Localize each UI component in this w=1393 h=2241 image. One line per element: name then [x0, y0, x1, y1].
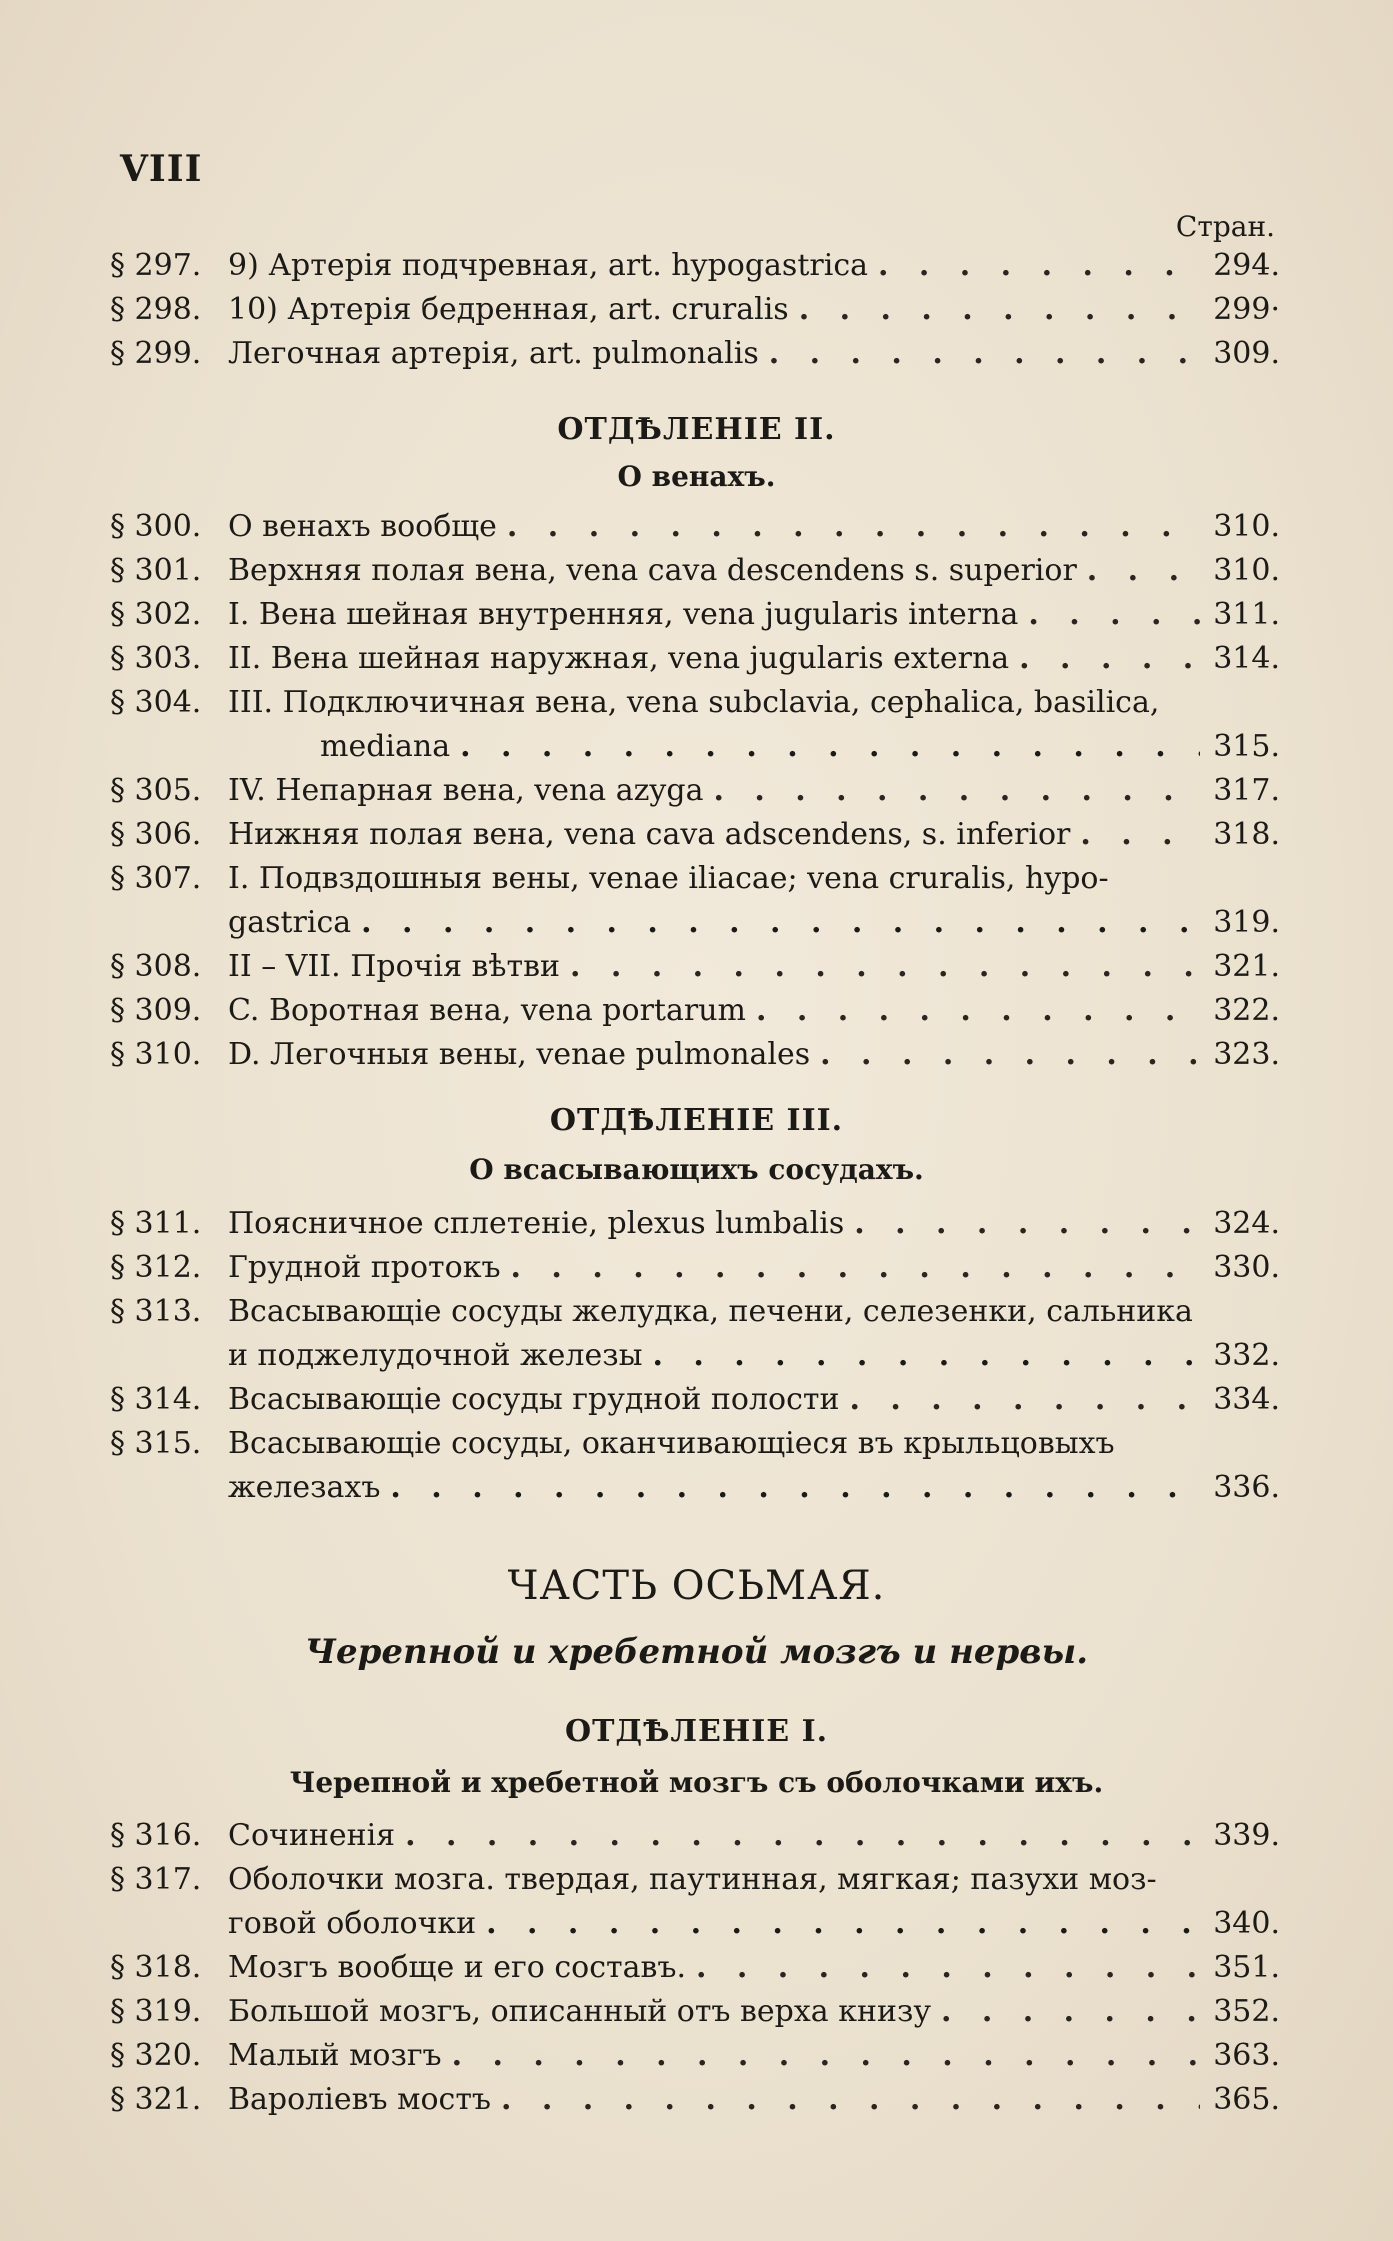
leader-dots [460, 725, 1200, 769]
toc-entry [110, 637, 1280, 681]
section-number: § 306. [110, 817, 202, 852]
page-ref: 294. [1213, 248, 1280, 283]
toc-entry [110, 1378, 1280, 1422]
section-number: § 310. [110, 1037, 202, 1072]
leader-dots [713, 769, 1200, 813]
section-number: § 319. [110, 1994, 202, 2029]
page-ref: 336. [1213, 1470, 1280, 1505]
page-column-header: Стран. [1175, 210, 1275, 243]
toc-entry-first-line [110, 1422, 1280, 1466]
toc-entry-continuation [110, 725, 1280, 769]
entry-title: 10) Артерія бедренная, art. cruralis [228, 292, 789, 327]
toc-entry-first-line [110, 681, 1280, 725]
toc-entry-first-line [110, 857, 1280, 901]
leader-dots [756, 989, 1200, 1033]
entry-title: Всасывающіе сосуды, оканчивающіеся въ крыльцовыхъ [228, 1426, 1115, 1461]
section-number: § 299. [110, 336, 202, 371]
section-number: § 318. [110, 1950, 202, 1985]
section-number: § 304. [110, 685, 202, 720]
page-ref: 310. [1213, 553, 1280, 588]
entry-title: IV. Непарная вена, vena azyga [228, 773, 704, 808]
toc-block-brain [110, 1814, 1280, 2122]
section-number: § 309. [110, 993, 202, 1028]
page-ref: 340. [1213, 1906, 1280, 1941]
entry-title-continued: mediana [320, 729, 451, 764]
leader-dots [1087, 549, 1200, 593]
entry-title: Сочиненія [228, 1818, 396, 1853]
division-subheading: Черепной и хребетной мозгъ съ оболочками ихъ. [289, 1766, 1104, 1799]
toc-entry-continuation [110, 1902, 1280, 1946]
toc-entry [110, 288, 1280, 332]
entry-title: Легочная артерія, art. pulmonalis [228, 336, 759, 371]
section-number: § 311. [110, 1206, 202, 1241]
page-ref: 351. [1213, 1950, 1280, 1985]
entry-title: Всасывающіе сосуды грудной полости [228, 1382, 840, 1417]
leader-dots [390, 1466, 1200, 1510]
leader-dots [696, 1946, 1200, 1990]
entry-title: Малый мозгъ [228, 2038, 442, 2073]
leader-dots [452, 2034, 1200, 2078]
section-number: § 302. [110, 597, 202, 632]
page-ref: 332. [1213, 1338, 1280, 1373]
leader-dots [486, 1902, 1200, 1946]
leader-dots [820, 1033, 1200, 1077]
part-subtitle: Черепной и хребетной мозгъ и нервы. [304, 1632, 1089, 1672]
page-ref: 330. [1213, 1250, 1280, 1285]
leader-dots [1028, 593, 1200, 637]
entry-title: III. Подключичная вена, vena subclavia, cephalica, basilica, [228, 685, 1160, 720]
toc-block-lymphatics [110, 1202, 1280, 1510]
toc-block-arteries [110, 244, 1280, 376]
entry-title-continued: говой оболочки [228, 1906, 477, 1941]
toc-entry [110, 2078, 1280, 2122]
division-heading: ОТДѢЛЕНІЕ I. [564, 1714, 829, 1749]
toc-entry-continuation [110, 1466, 1280, 1510]
entry-title: Верхняя полая вена, vena cava descendens s. superior [228, 553, 1077, 588]
section-number: § 313. [110, 1294, 202, 1329]
entry-title: Большой мозгъ, описанный отъ верха книзу [228, 1994, 931, 2029]
entry-title: Оболочки мозга. твердая, паутинная, мягкая; пазухи моз- [228, 1862, 1157, 1897]
toc-entry-continuation [110, 901, 1280, 945]
section-number: § 298. [110, 292, 202, 327]
section-number: § 305. [110, 773, 202, 808]
leader-dots [941, 1990, 1200, 2034]
leader-dots [849, 1378, 1200, 1422]
section-number: § 321. [110, 2082, 202, 2117]
section-number: § 303. [110, 641, 202, 676]
toc-entry [110, 989, 1280, 1033]
section-number: § 317. [110, 1862, 202, 1897]
page-ref: 323. [1213, 1037, 1280, 1072]
toc-entry [110, 1814, 1280, 1858]
section-number: § 301. [110, 553, 202, 588]
page-ref: 311. [1213, 597, 1280, 632]
toc-entry-continuation [110, 1334, 1280, 1378]
page-ref: 317. [1213, 773, 1280, 808]
leader-dots [361, 901, 1200, 945]
section-number: § 314. [110, 1382, 202, 1417]
toc-entry [110, 1946, 1280, 1990]
division-subheading: О всасывающихъ сосудахъ. [469, 1153, 924, 1186]
toc-entry [110, 813, 1280, 857]
entry-title: I. Подвздошныя вены, venae iliacae; vena cruralis, hypo- [228, 861, 1109, 896]
leader-dots [507, 505, 1200, 549]
toc-entry-first-line [110, 1858, 1280, 1902]
section-number: § 315. [110, 1426, 202, 1461]
page-ref: 309. [1213, 336, 1280, 371]
toc-entry [110, 593, 1280, 637]
section-number: § 308. [110, 949, 202, 984]
section-number: § 307. [110, 861, 202, 896]
leader-dots [799, 288, 1200, 332]
entry-title: Мозгъ вообще и его составъ. [228, 1950, 686, 1985]
page-ref: 324. [1213, 1206, 1280, 1241]
entry-title-continued: железахъ [228, 1470, 381, 1505]
leader-dots [652, 1334, 1200, 1378]
toc-entry [110, 2034, 1280, 2078]
entry-title: II – VII. Прочія вѣтви [228, 949, 560, 984]
leader-dots [769, 332, 1200, 376]
page-ref: 352. [1213, 1994, 1280, 2029]
section-number: § 316. [110, 1818, 202, 1853]
page-number: VIII [120, 148, 203, 190]
entry-title: II. Вена шейная наружная, vena jugularis externa [228, 641, 1010, 676]
division-heading: ОТДѢЛЕНІЕ II. [557, 412, 836, 447]
page-ref: 299· [1213, 292, 1280, 327]
entry-title: D. Легочныя вены, venae pulmonales [228, 1037, 811, 1072]
page-ref: 363. [1213, 2038, 1280, 2073]
division-heading: ОТДѢЛЕНІЕ III. [549, 1103, 844, 1138]
page-ref: 321. [1213, 949, 1280, 984]
entry-title: I. Вена шейная внутренняя, vena jugularis interna [228, 597, 1019, 632]
toc-entry [110, 769, 1280, 813]
toc-entry [110, 505, 1280, 549]
division-subheading: О венахъ. [617, 460, 776, 493]
leader-dots [570, 945, 1200, 989]
entry-title: Нижняя полая вена, vena cava adscendens, s. inferior [228, 817, 1071, 852]
entry-title: 9) Артерія подчревная, art. hypogastrica [228, 248, 869, 283]
page-ref: 334. [1213, 1382, 1280, 1417]
toc-entry [110, 1990, 1280, 2034]
leader-dots [501, 2078, 1200, 2122]
section-number: § 297. [110, 248, 202, 283]
toc-block-veins [110, 505, 1280, 1077]
page-ref: 314. [1213, 641, 1280, 676]
entry-title: Всасывающіе сосуды желудка, печени, селезенки, сальника [228, 1294, 1193, 1329]
toc-entry [110, 1033, 1280, 1077]
toc-entry [110, 244, 1280, 288]
toc-entry [110, 332, 1280, 376]
page-ref: 310. [1213, 509, 1280, 544]
page-ref: 315. [1213, 729, 1280, 764]
page-ref: 318. [1213, 817, 1280, 852]
leader-dots [405, 1814, 1200, 1858]
page-ref: 365. [1213, 2082, 1280, 2117]
section-number: § 320. [110, 2038, 202, 2073]
entry-title-continued: и поджелудочной железы [228, 1338, 643, 1373]
page-ref: 319. [1213, 905, 1280, 940]
leader-dots [1080, 813, 1200, 857]
leader-dots [878, 244, 1200, 288]
toc-entry [110, 549, 1280, 593]
section-number: § 312. [110, 1250, 202, 1285]
entry-title: О венахъ вообще [228, 509, 497, 544]
toc-entry [110, 1202, 1280, 1246]
page-ref: 339. [1213, 1818, 1280, 1853]
toc-entry [110, 1246, 1280, 1290]
entry-title: Поясничное сплетеніе, plexus lumbalis [228, 1206, 845, 1241]
leader-dots [1019, 637, 1200, 681]
part-title: ЧАСТЬ ОСЬМАЯ. [507, 1563, 886, 1609]
leader-dots [854, 1202, 1200, 1246]
toc-entry-first-line [110, 1290, 1280, 1334]
entry-title: Грудной протокъ [228, 1250, 501, 1285]
entry-title: C. Воротная вена, vena portarum [228, 993, 746, 1028]
page-ref: 322. [1213, 993, 1280, 1028]
leader-dots [511, 1246, 1200, 1290]
entry-title-continued: gastrica [228, 905, 352, 940]
toc-entry [110, 945, 1280, 989]
section-number: § 300. [110, 509, 202, 544]
entry-title: Вароліевъ мостъ [228, 2082, 491, 2117]
